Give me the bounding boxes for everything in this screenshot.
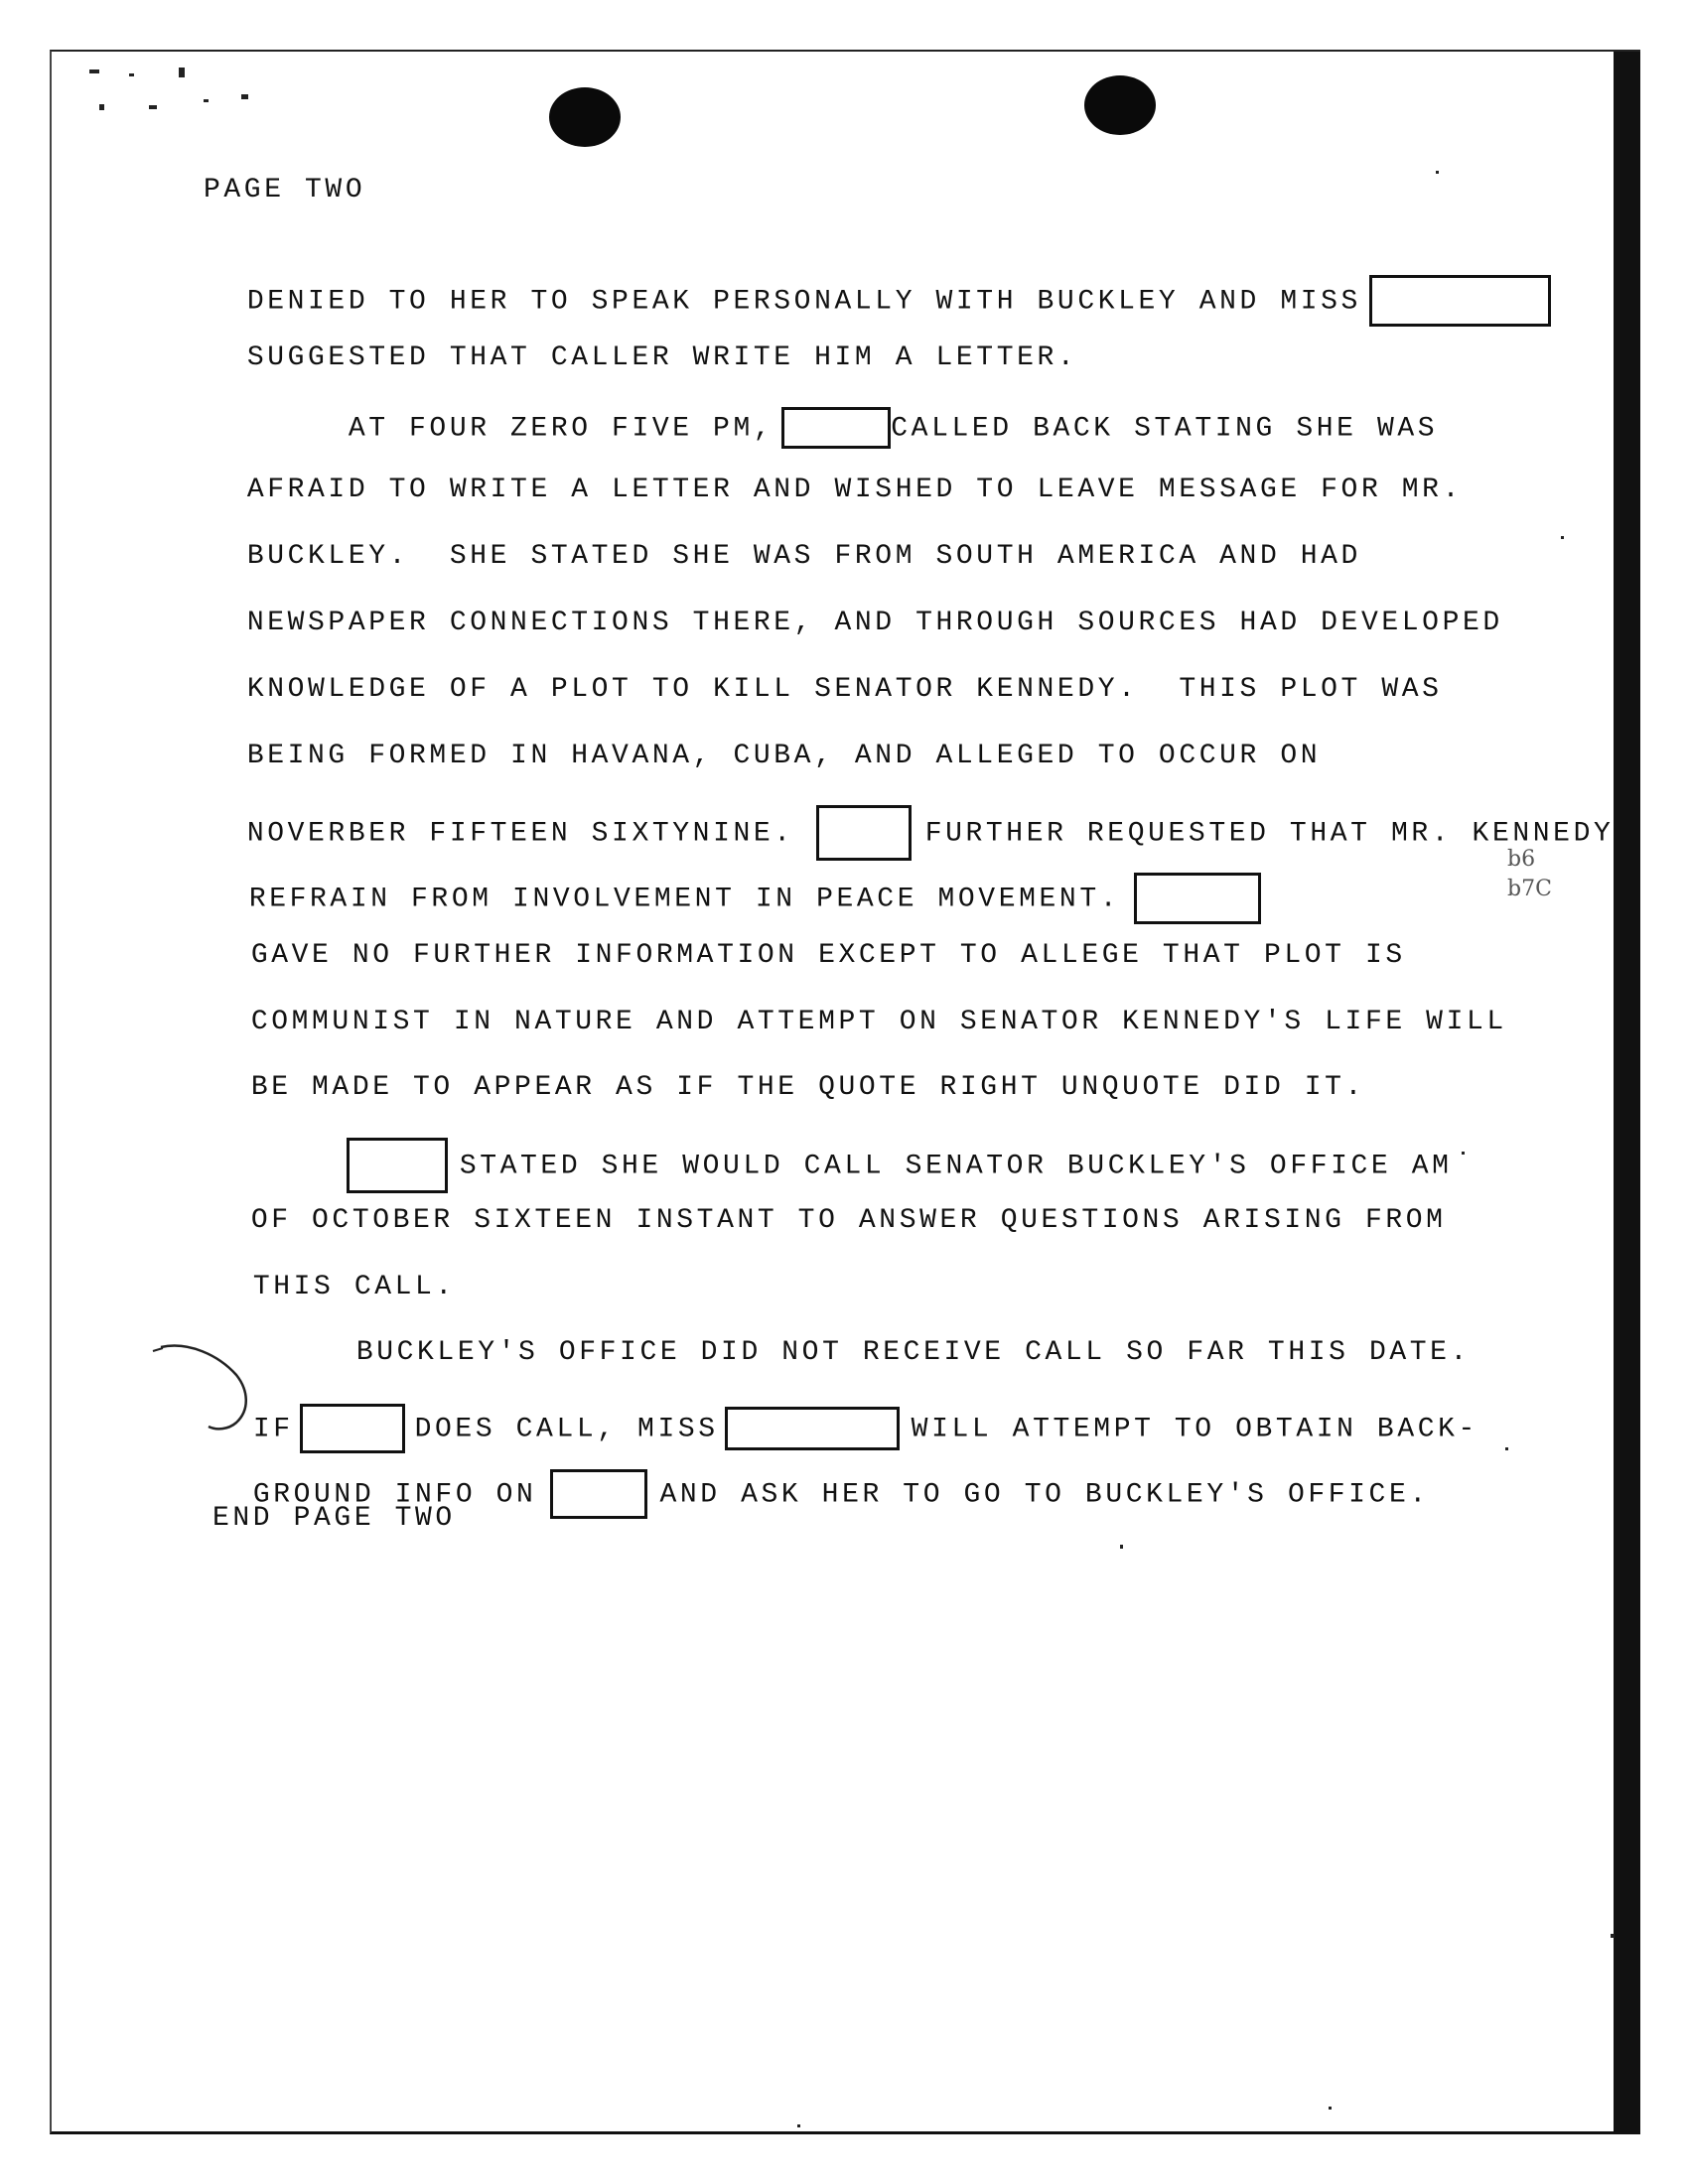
text-line xyxy=(207,241,1551,318)
text-segment: DOES CALL, MISS xyxy=(414,1414,719,1445)
text-segment: GAVE NO FURTHER INFORMATION EXCEPT TO ALLEGE THAT PLOT IS xyxy=(250,940,1406,971)
scan-speck xyxy=(1120,1545,1123,1549)
text-line xyxy=(207,506,1361,572)
scan-speck xyxy=(797,2124,800,2127)
text-line xyxy=(211,1170,1447,1236)
text-segment: NOVERBER FIFTEEN SIXTYNINE. xyxy=(246,818,794,850)
text-segment: BEING FORMED IN HAVANA, CUBA, AND ALLEGED TO OCCUR ON xyxy=(246,741,1322,771)
scan-speck xyxy=(1436,171,1439,174)
text-segment: DENIED TO HER TO SPEAK PERSONALLY WITH BUCKLEY AND MISS xyxy=(246,286,1361,318)
scan-speck xyxy=(179,68,185,77)
scan-speck xyxy=(241,94,248,99)
scan-speck xyxy=(99,104,104,110)
page-footer: END PAGE TWO xyxy=(212,1503,456,1534)
text-line xyxy=(207,639,1443,705)
text-segment: STATED SHE WOULD CALL SENATOR BUCKLEY'S OFFICE AM xyxy=(459,1151,1453,1182)
text-line xyxy=(212,1435,1430,1511)
text-line xyxy=(211,905,1406,971)
scan-speck xyxy=(149,105,157,109)
text-line xyxy=(207,771,1615,850)
scan-speck xyxy=(1505,1447,1508,1450)
text-line xyxy=(209,839,1261,915)
scan-speck xyxy=(1561,536,1564,539)
text-segment: AFRAID TO WRITE A LETTER AND WISHED TO LEAVE MESSAGE FOR MR. xyxy=(246,475,1463,505)
exemption-code-b6: b6 xyxy=(1507,847,1536,872)
text-line xyxy=(212,1237,456,1302)
text-segment: COMMUNIST IN NATURE AND ATTEMPT ON SENATOR KENNEDY'S LIFE WILL xyxy=(250,1007,1507,1037)
scan-speck xyxy=(89,69,99,73)
scan-speck xyxy=(204,99,209,102)
text-segment: BUCKLEY. SHE STATED SHE WAS FROM SOUTH AMERICA AND HAD xyxy=(246,541,1361,572)
punch-hole-left xyxy=(549,87,621,147)
text-segment: KNOWLEDGE OF A PLOT TO KILL SENATOR KENNEDY. THIS PLOT WAS xyxy=(246,674,1443,705)
text-line xyxy=(207,706,1322,771)
text-segment: AT FOUR ZERO FIVE PM, xyxy=(348,413,774,445)
text-segment: OF OCTOBER SIXTEEN INSTANT TO ANSWER QUESTIONS ARISING FROM xyxy=(250,1205,1447,1236)
page-header: PAGE TWO xyxy=(204,175,366,205)
text-segment: NEWSPAPER CONNECTIONS THERE, AND THROUGH SOURCES HAD DEVELOPED xyxy=(246,608,1503,638)
text-line xyxy=(316,1302,1471,1368)
text-segment: WILL ATTEMPT TO OBTAIN BACK- xyxy=(911,1414,1478,1445)
exemption-code-b7c: b7C xyxy=(1507,877,1552,901)
text-segment: FURTHER REQUESTED THAT MR. KENNEDY xyxy=(924,818,1615,850)
text-line xyxy=(212,1370,1478,1445)
text-segment: THIS CALL. xyxy=(252,1272,456,1302)
text-line xyxy=(207,308,1078,373)
scan-speck xyxy=(1329,2107,1332,2110)
text-segment: BE MADE TO APPEAR AS IF THE QUOTE RIGHT UNQUOTE DID IT. xyxy=(250,1072,1365,1103)
text-segment: REFRAIN FROM INVOLVEMENT IN PEACE MOVEMENT. xyxy=(248,884,1121,915)
punch-hole-right xyxy=(1084,75,1156,135)
text-line xyxy=(211,1037,1365,1103)
text-line xyxy=(207,573,1503,638)
scan-edge-shadow xyxy=(1614,52,1640,2134)
scan-speck xyxy=(1462,1152,1465,1155)
scan-speck xyxy=(1611,1934,1615,1938)
text-segment: GROUND INFO ON xyxy=(252,1479,537,1511)
text-segment: SUGGESTED THAT CALLER WRITE HIM A LETTER. xyxy=(246,342,1078,373)
text-segment: CALLED BACK STATING SHE WAS xyxy=(891,413,1439,445)
scan-speck xyxy=(129,73,134,76)
text-segment: AND ASK HER TO GO TO BUCKLEY'S OFFICE. xyxy=(659,1479,1430,1511)
text-line xyxy=(308,373,1439,445)
redaction-box xyxy=(1369,275,1551,327)
text-line xyxy=(207,440,1463,505)
text-line xyxy=(306,1104,1453,1182)
text-segment: IF xyxy=(252,1414,294,1445)
text-segment: BUCKLEY'S OFFICE DID NOT RECEIVE CALL SO FAR THIS DATE. xyxy=(355,1337,1471,1368)
redaction-box xyxy=(550,1469,647,1519)
text-line xyxy=(211,972,1507,1037)
